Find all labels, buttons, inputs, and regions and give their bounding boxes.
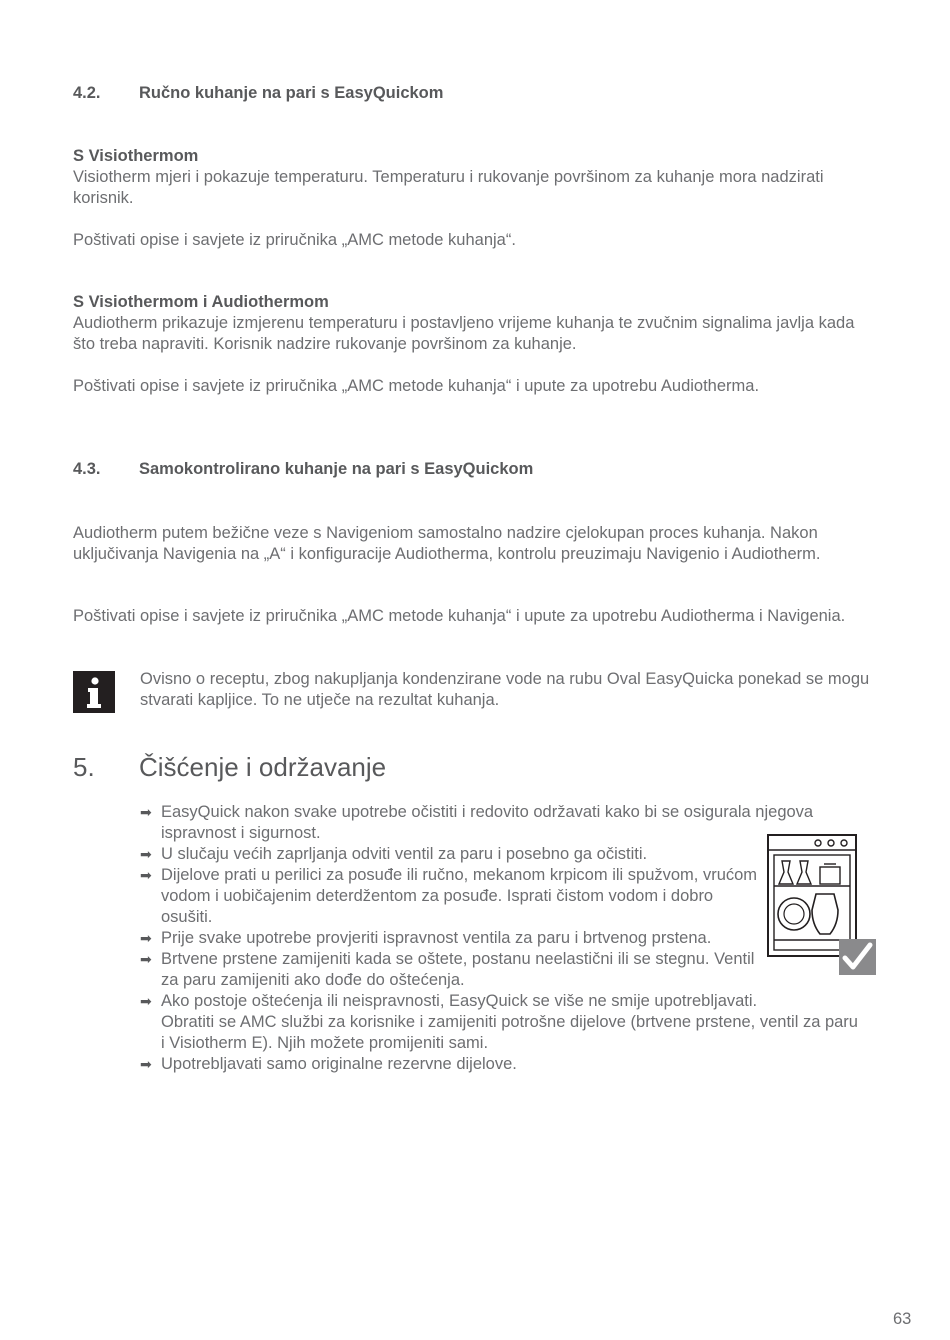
list-item: ➡ Upotrebljavati samo originalne rezervne dijelove. xyxy=(140,1055,517,1073)
list-item: ➡ EasyQuick nakon svake upotrebe očistiti i redovito održavati kako bi se osigurala njegova ispravnost i sigurnost. xyxy=(140,803,814,842)
list-item: ➡ Prije svake upotrebe provjeriti ispravnost ventila za paru i brtvenog prstena. xyxy=(140,929,712,947)
arrow-right-icon: ➡ xyxy=(140,930,152,946)
subsection-audiotherm-heading: S Visiothermom i Audiothermom xyxy=(73,293,329,311)
dishwasher-safe-icon xyxy=(766,834,878,981)
section-4-3-number: 4.3. xyxy=(73,460,101,478)
arrow-right-icon: ➡ xyxy=(140,1056,152,1072)
subsection-audiotherm-text: Audiotherm prikazuje izmjerenu temperaturu i postavljeno vrijeme kuhanja te zvučnim signalima javlja kada što treba napraviti. Korisnik nadzire rukovanje površinom za kuhanje. xyxy=(73,314,855,353)
list-item: ➡ Ako postoje oštećenja ili neispravnosti, EasyQuick se više ne smije upotrebljavati. Obratiti se AMC službi za korisnike i zamijeniti potrošne dijelove (brtvene prstene, ventil za paru i Visiotherm E). Njih možete promijeniti sami. xyxy=(140,991,870,1054)
section-5-number: 5. xyxy=(73,752,95,782)
subsection-visiotherm-note: Poštivati opise i savjete iz priručnika „AMC metode kuhanja“. xyxy=(73,231,516,249)
list-item: ➡ Dijelove prati u perilici za posuđe ili ručno, mekanom krpicom ili spužvom, vrućom vodom i uobičajenim deterdžentom za posuđe. Isprati čistom vodom i dobro osušiti. xyxy=(140,866,758,926)
section-4-3-text: Audiotherm putem bežične veze s Navigeniom samostalno nadzire cjelokupan proces kuhanja. Nakon uključivanja Navigenia na „A“ i konfiguracije Audiotherma, kontrolu preuzimaju Navigenio i Audiotherm. xyxy=(73,524,821,563)
section-5-title: Čišćenje i održavanje xyxy=(139,752,387,782)
section-4-2-title: Ručno kuhanje na pari s EasyQuickom xyxy=(139,84,444,102)
arrow-right-icon: ➡ xyxy=(140,804,152,820)
subsection-visiotherm-heading: S Visiothermom xyxy=(73,147,199,165)
list-item-continuation: Obratiti se AMC službi za korisnike i zamijeniti potrošne dijelove (brtvene prstene, ventil za paru i Visiotherm E). Njih možete promijeniti sami. xyxy=(161,1013,858,1052)
arrow-right-icon: ➡ xyxy=(140,951,152,967)
subsection-audiotherm-note: Poštivati opise i savjete iz priručnika „AMC metode kuhanja“ i upute za upotrebu Audiotherma. xyxy=(73,377,760,395)
subsection-visiotherm-text: Visiotherm mjeri i pokazuje temperaturu. Temperaturu i rukovanje površinom za kuhanje mora nadzirati korisnik. xyxy=(73,168,824,207)
page-number: 63 xyxy=(893,1310,912,1328)
arrow-right-icon: ➡ xyxy=(140,846,152,862)
info-icon xyxy=(73,671,115,713)
arrow-right-icon: ➡ xyxy=(140,993,152,1009)
section-4-2-number: 4.2. xyxy=(73,84,101,102)
list-item: ➡ Brtvene prstene zamijeniti kada se oštete, postanu neelastični ili se stegnu. Ventil za paru zamijeniti ako dođe do oštećenja. xyxy=(140,950,755,989)
section-4-3-title: Samokontrolirano kuhanje na pari s EasyQuickom xyxy=(139,460,534,478)
section-4-3-note: Poštivati opise i savjete iz priručnika „AMC metode kuhanja“ i upute za upotrebu Audiotherma i Navigenia. xyxy=(73,607,846,625)
arrow-right-icon: ➡ xyxy=(140,867,152,883)
list-item: ➡ U slučaju većih zaprljanja odviti ventil za paru i posebno ga očistiti. xyxy=(140,845,648,863)
maintenance-list xyxy=(140,802,870,1075)
info-note-text: Ovisno o receptu, zbog nakupljanja kondenzirane vode na rubu Oval EasyQuicka ponekad se mogu stvarati kapljice. To ne utječe na rezultat kuhanja. xyxy=(140,670,870,709)
